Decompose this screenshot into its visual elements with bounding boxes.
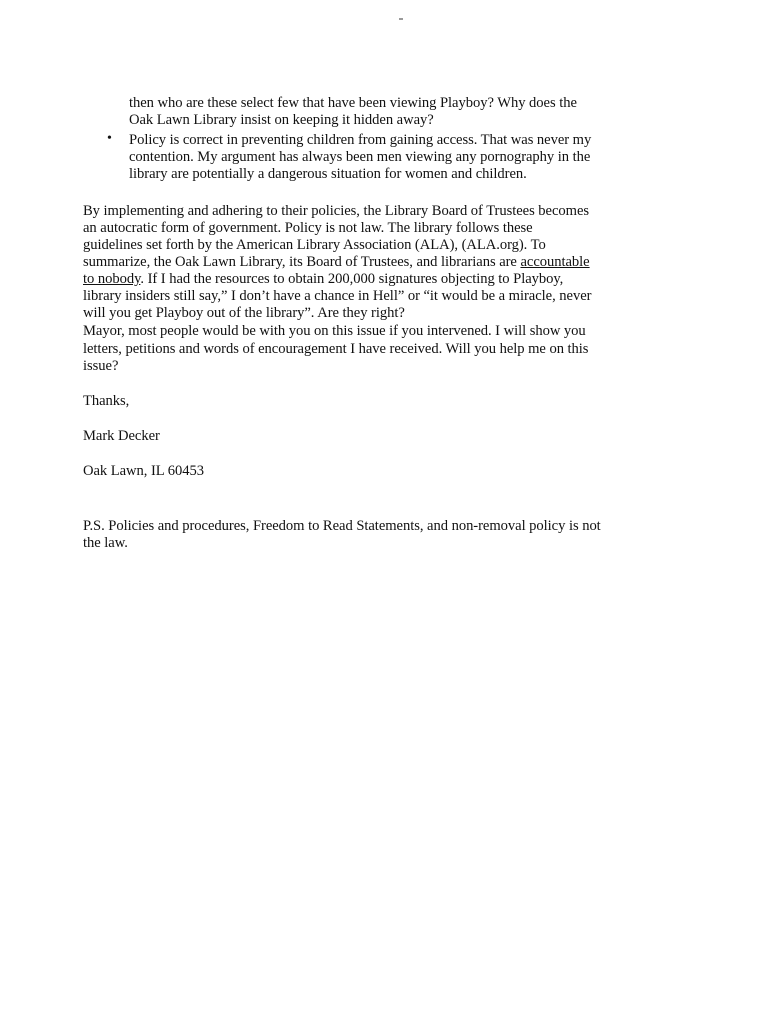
bullet-marker: • (107, 131, 112, 146)
postscript-line-1: P.S. Policies and procedures, Freedom to Read Statements, and non-removal policy is not (83, 518, 601, 534)
paragraph-line-8: Mayor, most people would be with you on this issue if you intervened. I will show you (83, 323, 586, 339)
paragraph-line-5-text: . If I had the resources to obtain 200,000 signatures objecting to Playboy, (140, 271, 564, 287)
paragraph-line-9: letters, petitions and words of encouragement I have received. Will you help me on this (83, 341, 589, 357)
paragraph-line-10: issue? (83, 358, 119, 374)
paragraph-line-3: guidelines set forth by the American Library Association (ALA), (ALA.org). To (83, 237, 546, 253)
address: Oak Lawn, IL 60453 (83, 463, 204, 479)
paragraph-line-7: will you get Playboy out of the library”. Are they right? (83, 305, 405, 321)
continuation-line-1: then who are these select few that have been viewing Playboy? Why does the (129, 95, 577, 111)
paragraph-line-5 (83, 271, 563, 287)
underlined-to-nobody: to nobody (83, 271, 141, 287)
bullet-line-3: library are potentially a dangerous situation for women and children. (129, 166, 527, 182)
paragraph-line-4 (83, 254, 590, 270)
postscript-line-2: the law. (83, 535, 128, 551)
paragraph-line-6: library insiders still say,” I don’t have a chance in Hell” or “it would be a miracle, never (83, 288, 592, 304)
paragraph-line-2: an autocratic form of government. Policy is not law. The library follows these (83, 220, 533, 236)
closing: Thanks, (83, 393, 130, 409)
underlined-accountable: accountable (520, 254, 590, 270)
bullet-line-2: contention. My argument has always been men viewing any pornography in the (129, 149, 591, 165)
paragraph-line-4-text: summarize, the Oak Lawn Library, its Board of Trustees, and librarians are (83, 254, 521, 270)
scan-speck (399, 18, 403, 20)
continuation-line-2: Oak Lawn Library insist on keeping it hidden away? (129, 112, 434, 128)
paragraph-line-1: By implementing and adhering to their policies, the Library Board of Trustees becomes (83, 203, 590, 219)
signature-name: Mark Decker (83, 428, 160, 444)
bullet-line-1: Policy is correct in preventing children from gaining access. That was never my (129, 132, 592, 148)
